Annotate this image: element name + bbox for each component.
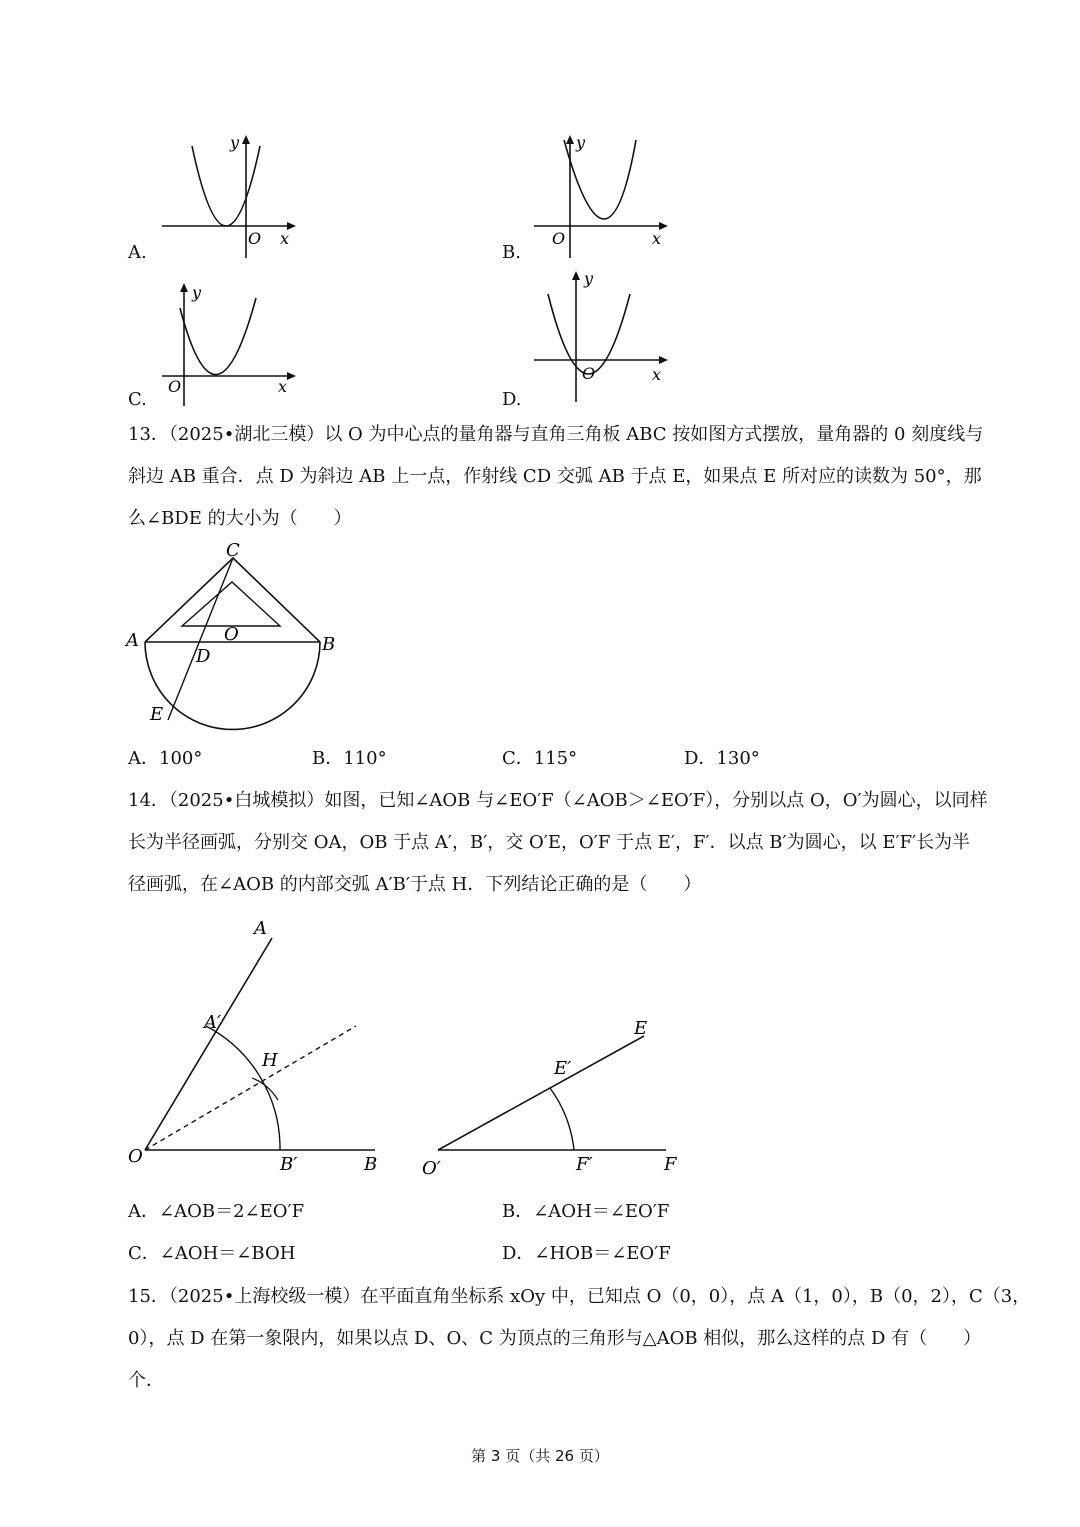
svg-text:F: F: [664, 1154, 677, 1175]
svg-text:x: x: [652, 229, 662, 248]
svg-text:O: O: [224, 624, 239, 645]
svg-text:y: y: [584, 269, 594, 288]
q14-option-a: A．∠AOB＝2∠EO′F: [128, 1201, 305, 1222]
parabola-graph-d: [532, 266, 672, 406]
parabola-graph-a: [160, 130, 300, 260]
option-a-label: A.: [128, 242, 147, 263]
svg-text:B: B: [322, 634, 336, 655]
parabola-graph-c: [160, 278, 300, 408]
q13-option-c: C．115°: [502, 748, 578, 769]
protractor-triangle-figure: [120, 540, 350, 735]
svg-text:O: O: [128, 1146, 143, 1167]
svg-text:O: O: [168, 377, 182, 396]
svg-text:x: x: [280, 229, 290, 248]
q15-stem-line-2: 0），点 D 在第一象限内，如果以点 D、O、C 为顶点的三角形与△AOB 相似，那么这样的点 D 有（ ）: [128, 1328, 982, 1349]
svg-text:O: O: [248, 229, 262, 248]
q13-stem-line-1: 13．（2025•湖北三模）以 O 为中心点的量角器与直角三角板 ABC 按如图方式摆放，量角器的 0 刻度线与: [128, 424, 984, 445]
svg-text:B′: B′: [280, 1154, 298, 1175]
svg-text:E: E: [150, 704, 164, 725]
angle-construction-figure: [120, 910, 700, 1185]
q13-option-a: A．100°: [128, 748, 203, 769]
svg-text:O: O: [582, 364, 596, 383]
q14-option-c: C．∠AOH＝∠BOH: [128, 1243, 296, 1264]
svg-text:D: D: [196, 646, 211, 667]
q14-stem-line-1: 14．（2025•白城模拟）如图，已知∠AOB 与∠EO′F（∠AOB＞∠EO′F），分别以点 O，O′为圆心，以同样: [128, 790, 988, 811]
svg-text:E′: E′: [554, 1058, 572, 1079]
q14-option-b: B．∠AOH＝∠EO′F: [502, 1201, 670, 1222]
svg-text:C: C: [226, 540, 240, 561]
svg-text:B: B: [364, 1154, 378, 1175]
svg-text:E: E: [634, 1018, 648, 1039]
option-d-label: D.: [502, 389, 522, 410]
svg-text:A: A: [126, 630, 139, 651]
svg-text:F′: F′: [576, 1154, 593, 1175]
q14-stem-line-2: 长为半径画弧，分别交 OA，OB 于点 A′，B′，交 O′E，O′F 于点 E′，F′．以点 B′为圆心，以 E′F′长为半: [128, 832, 971, 853]
svg-text:H: H: [262, 1050, 278, 1071]
q13-option-d: D．130°: [684, 748, 760, 769]
q13-option-b: B．110°: [312, 748, 387, 769]
svg-text:x: x: [652, 365, 662, 384]
svg-text:O: O: [552, 229, 566, 248]
q15-stem-line-3: 个．: [128, 1370, 164, 1391]
page-footer: 第 3 页（共 26 页）: [471, 1447, 609, 1465]
svg-text:y: y: [230, 133, 240, 152]
svg-text:A′: A′: [204, 1012, 222, 1033]
q15-stem-line-1: 15．（2025•上海校级一模）在平面直角坐标系 xOy 中，已知点 O（0，0），点 A（1，0），B（0，2），C（3，: [128, 1286, 1031, 1307]
svg-text:A: A: [254, 918, 267, 939]
parabola-graph-b: [532, 130, 672, 260]
option-b-label: B.: [502, 242, 521, 263]
svg-text:x: x: [278, 377, 288, 396]
q13-stem-line-2: 斜边 AB 重合．点 D 为斜边 AB 上一点，作射线 CD 交弧 AB 于点 E，如果点 E 所对应的读数为 50°，那: [128, 466, 982, 487]
svg-text:y: y: [576, 133, 586, 152]
q14-option-d: D．∠HOB＝∠EO′F: [502, 1243, 671, 1264]
q13-stem-line-3: 么∠BDE 的大小为（ ）: [128, 508, 352, 529]
q14-stem-line-3: 径画弧，在∠AOB 的内部交弧 A′B′于点 H．下列结论正确的是（ ）: [128, 874, 702, 895]
option-c-label: C.: [128, 389, 147, 410]
svg-text:O′: O′: [422, 1158, 441, 1179]
svg-text:y: y: [192, 283, 202, 302]
